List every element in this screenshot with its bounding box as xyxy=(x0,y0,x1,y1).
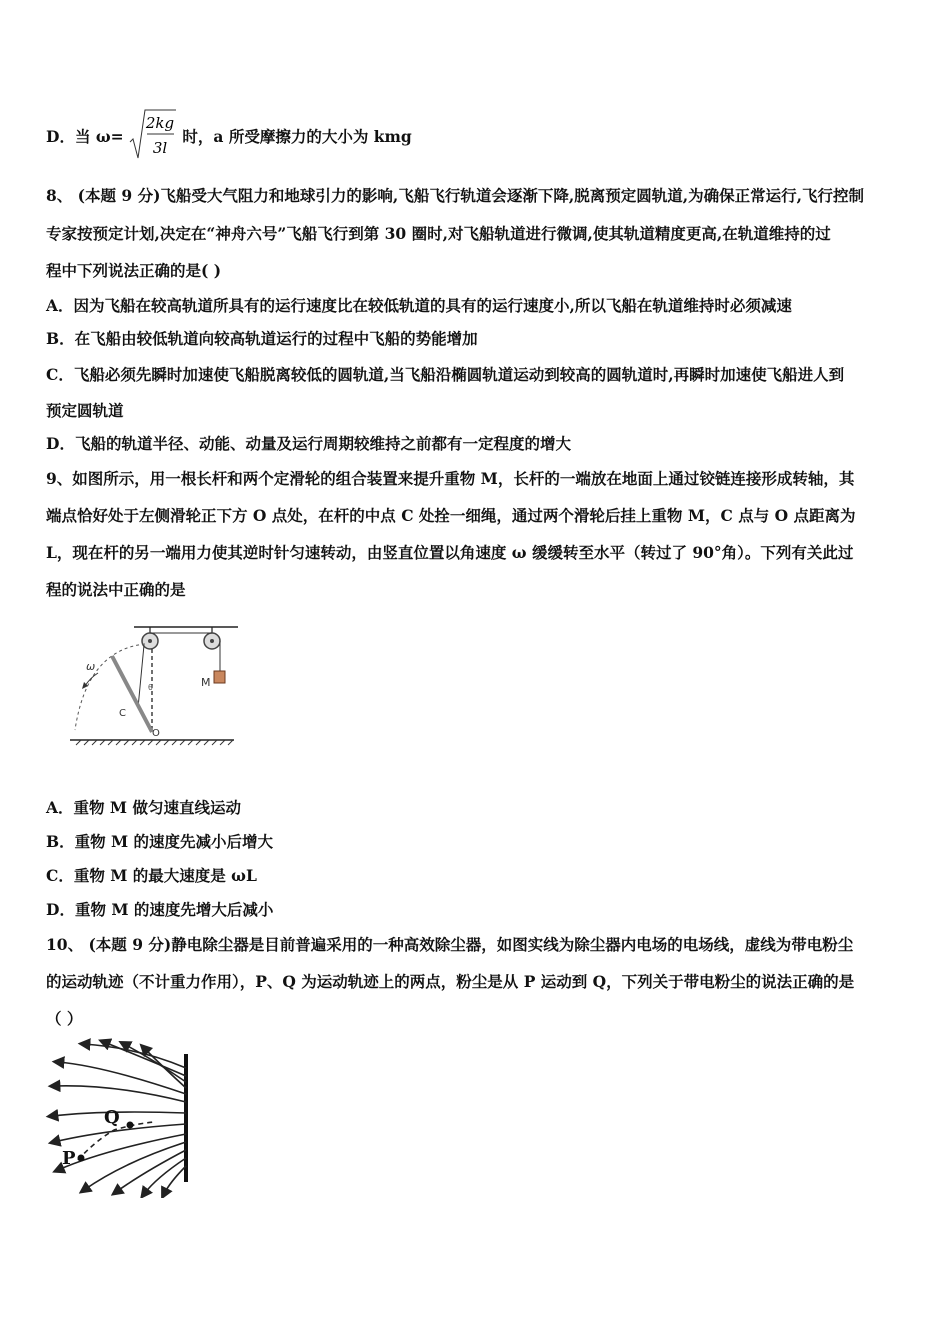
label-o: O xyxy=(152,728,160,739)
left-pulley xyxy=(142,633,158,649)
q8-stem-line-1: 8、 (本题 9 分)飞船受大气阻力和地球引力的影响,飞船飞行轨道会逐渐下降,脱离预定圆轨道,为确保正常运行,飞行控制 xyxy=(46,186,865,205)
sqrt-fraction xyxy=(129,108,177,162)
label-mass: M xyxy=(201,676,211,689)
point-p xyxy=(78,1155,85,1162)
q8-option-a: A．因为飞船在较高轨道所具有的运行速度比在较低轨道的具有的运行速度小,所以飞船在轨道维持时必须减速 xyxy=(46,296,792,315)
q10-stem-line-2: 的运动轨迹（不计重力作用），P、Q 为运动轨迹上的两点，粉尘是从 P 运动到 Q，下列关于带电粉尘的说法正确的是 xyxy=(46,972,855,991)
label-c: C xyxy=(119,708,126,719)
sqrt-numerator: 2kg xyxy=(145,114,175,132)
label-q: Q xyxy=(104,1107,120,1128)
q9-stem-line-2: 端点恰好处于左侧滑轮正下方 O 点处，在杆的中点 C 处拴一细绳，通过两个滑轮后挂上重物 M，C 点与 O 点距离为 xyxy=(46,506,856,525)
q9-option-a: A．重物 M 做匀速直线运动 xyxy=(46,798,241,817)
mass-block xyxy=(214,671,225,683)
q8-stem-line-3: 程中下列说法正确的是( ) xyxy=(46,261,222,280)
q10-stem-line-3: （ ） xyxy=(46,1009,83,1028)
point-q xyxy=(127,1122,134,1129)
sqrt-denominator: 3l xyxy=(152,139,168,157)
rod xyxy=(112,656,152,732)
pulley-rod-figure xyxy=(62,618,252,748)
q10-stem-line-1: 10、 (本题 9 分)静电除尘器是目前普遍采用的一种高效除尘器，如图实线为除尘器内电场的电场线，虚线为带电粉尘 xyxy=(46,935,854,954)
q8-option-c: C．飞船必须先瞬时加速使飞船脱离较低的圆轨道,当飞船沿椭圆轨道运动到较高的圆轨道时,再瞬时加速使飞船进人到 xyxy=(46,365,845,384)
q7-option-d-prefix: D．当 ω= xyxy=(46,127,124,146)
label-p: P xyxy=(62,1148,76,1169)
q9-stem-line-3: L，现在杆的另一端用力使其逆时针匀速转动，由竖直位置以角速度 ω 缓缓转至水平（转过了 90°角）。下列有关此过 xyxy=(46,543,854,562)
q7-option-d xyxy=(46,114,412,157)
electrostatic-field-figure xyxy=(44,1038,194,1198)
q7-option-d-suffix: 时，a 所受摩擦力的大小为 kmg xyxy=(182,127,412,146)
q8-option-d: D．飞船的轨道半径、动能、动量及运行周期较维持之前都有一定程度的增大 xyxy=(46,434,571,453)
label-omega: ω xyxy=(86,660,96,673)
q9-option-d: D．重物 M 的速度先增大后减小 xyxy=(46,900,274,919)
q9-option-c: C．重物 M 的最大速度是 ωL xyxy=(46,866,257,885)
q9-option-b: B．重物 M 的速度先减小后增大 xyxy=(46,832,274,851)
q8-option-b: B．在飞船由较低轨道向较高轨道运行的过程中飞船的势能增加 xyxy=(46,329,478,348)
q8-stem-line-2: 专家按预定计划,决定在“神舟六号”飞船飞行到第 30 圈时,对飞船轨道进行微调,使其轨道精度更高,在轨道维持的过 xyxy=(46,224,831,243)
q9-stem-line-4: 程的说法中正确的是 xyxy=(46,580,186,599)
right-pulley xyxy=(204,633,220,649)
q8-option-c-cont: 预定圆轨道 xyxy=(46,401,124,420)
q9-stem-line-1: 9、如图所示，用一根长杆和两个定滑轮的组合装置来提升重物 M，长杆的一端放在地面上通过铰链连接形成转轴，其 xyxy=(46,469,855,488)
label-theta: θ xyxy=(148,683,153,692)
